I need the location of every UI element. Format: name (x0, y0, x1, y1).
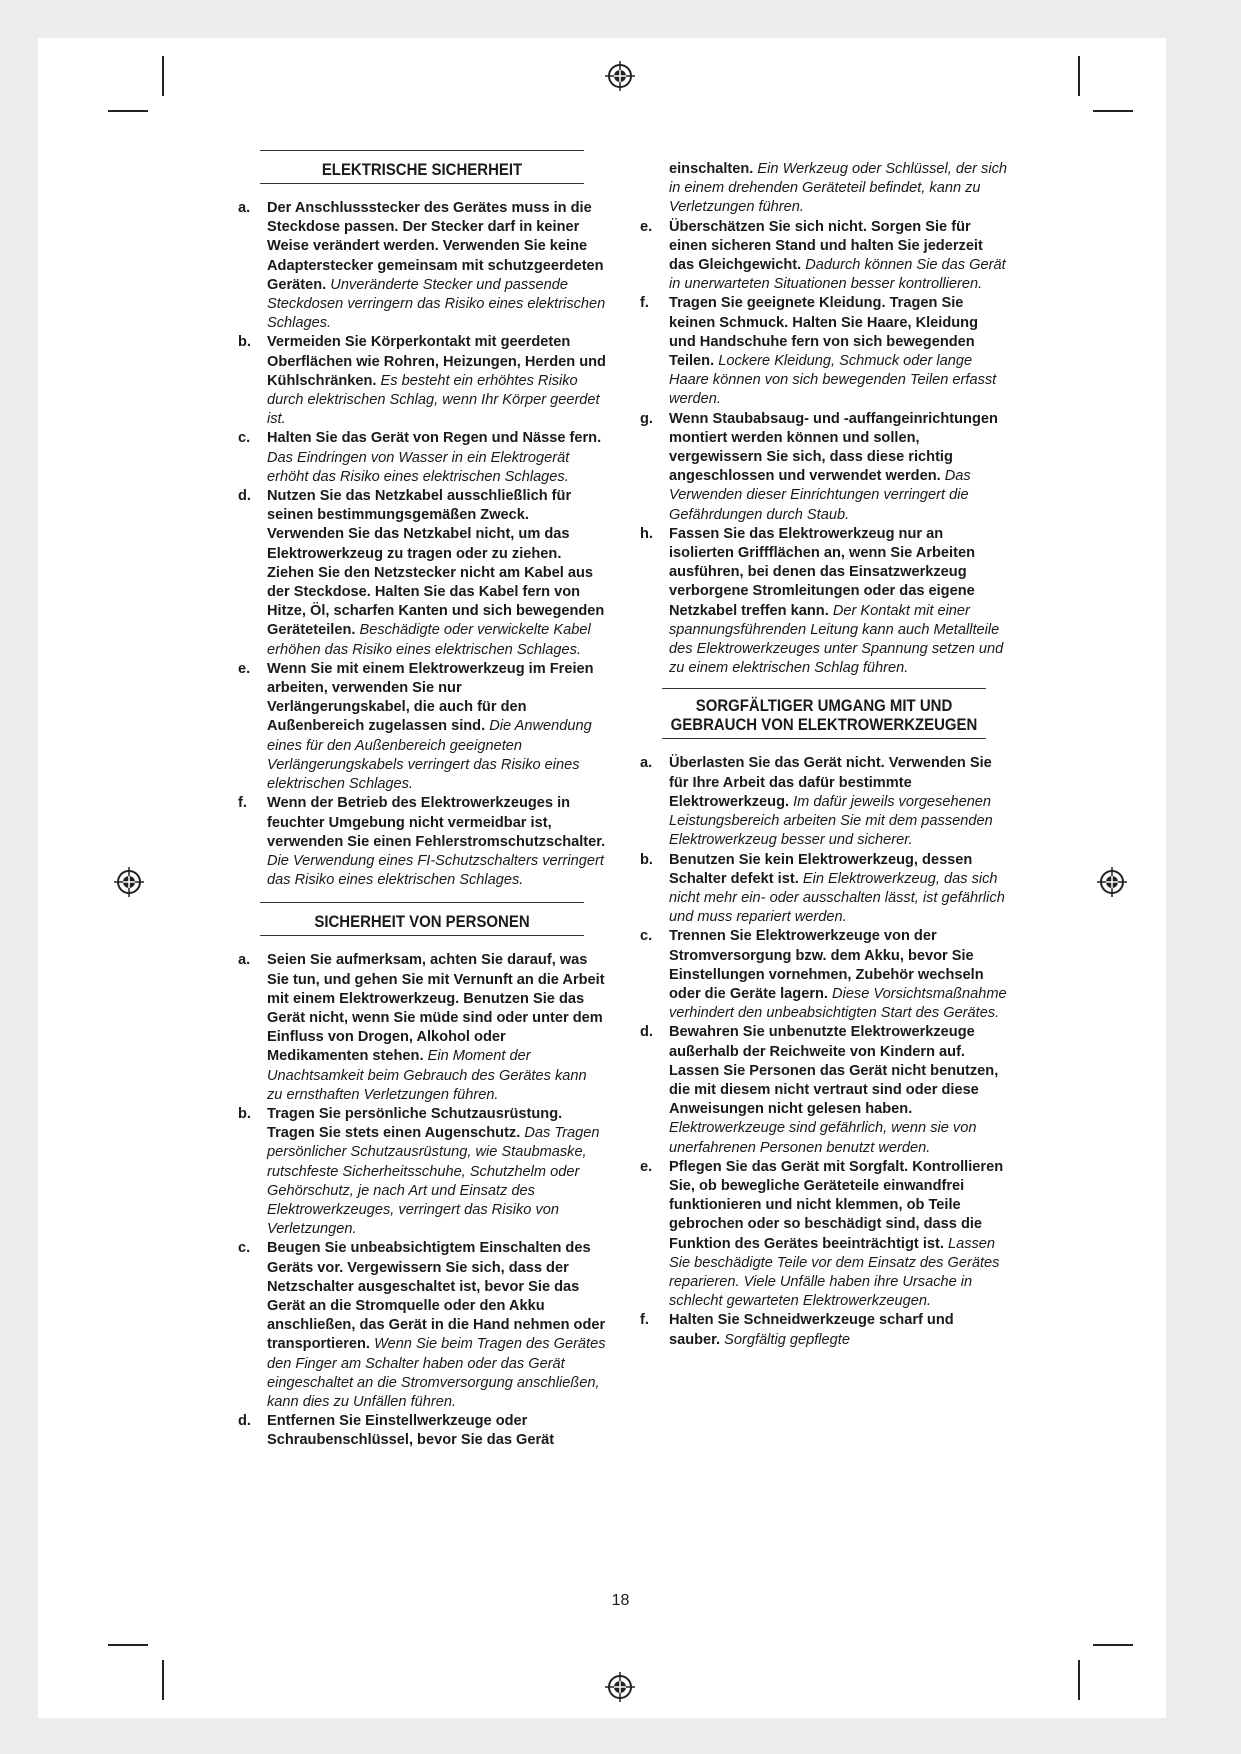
item-explanation: Der Kontakt mit einer spannungsführenden Leitung kann auch Metallteile des Elektrowerkzeuges unter Spannung setzen und zu einem elektrischen Schlag führen. (669, 602, 1004, 677)
list-item (640, 1158, 1008, 1312)
item-letter: b. (640, 851, 653, 868)
list-item (640, 218, 1008, 295)
item-letter: e. (238, 660, 251, 677)
section-heading-line: GEBRAUCH VON ELEKTROWERKZEUGEN (670, 715, 978, 735)
item-instruction: Tragen Sie persönliche Schutzausrüstung. Tragen Sie stets einen Augenschutz. (267, 1105, 563, 1142)
item-instruction: Pflegen Sie das Gerät mit Sorgfalt. Kontrollieren Sie, ob bewegliche Geräteteile einwandfrei funktionieren und nicht klemmen, ob Teile gebrochen oder so beschädigt sind, dass die Funktion des Gerätes beeinträchtigt ist. (669, 1158, 1004, 1252)
item-explanation: Im dafür jeweils vorgesehenen Leistungsbereich arbeiten Sie mit dem passenden Elektrowerkzeug besser und sicherer. (669, 793, 993, 849)
item-explanation: Lockere Kleidung, Schmuck oder lange Haare können von sich bewegenden Teilen erfasst werden. (669, 353, 997, 408)
item-explanation: Sorgfältig gepflegte (724, 1331, 850, 1348)
section-heading-line: SORGFÄLTIGER UMGANG MIT UND (695, 696, 953, 716)
list-item (238, 1105, 606, 1239)
item-explanation: Das Eindringen von Wasser in ein Elektrogerät erhöht das Risiko eines elektrischen Schlages. (267, 449, 570, 485)
item-letter: a. (640, 755, 653, 772)
page-number: 18 (611, 1592, 630, 1609)
crop-mark (162, 1660, 164, 1700)
item-explanation: Die Anwendung eines für den Außenbereich geeigneten Verlängerungskabels verringert das Risiko eines elektrischen Schlages. (267, 718, 592, 793)
left-column (238, 144, 606, 1451)
item-letter: a. (238, 952, 251, 969)
item-letter: e. (640, 218, 653, 235)
item-instruction: Entfernen Sie Einstellwerkzeuge oder Schraubenschlüssel, bevor Sie das Gerät (267, 1413, 555, 1449)
section-heading-electrical: ELEKTRISCHE SICHERHEIT (260, 150, 584, 184)
right-column (640, 160, 1008, 1350)
item-instruction: Beugen Sie unbeabsichtigtem Einschalten des Geräts vor. Vergewissern Sie sich, dass der Netzschalter ausgeschaltet ist, bevor Sie das Gerät an die Stromquelle oder den Akku anschließen, das Gerät in die Hand nehmen oder transportieren. (267, 1240, 606, 1353)
registration-mark-icon (605, 1672, 635, 1702)
item-letter: e. (640, 1158, 653, 1175)
item-letter: b. (238, 334, 251, 351)
list-item (640, 754, 1008, 850)
item-letter: c. (238, 1240, 251, 1257)
registration-mark-icon (1097, 867, 1127, 897)
list-item (238, 487, 606, 660)
crop-mark (162, 56, 164, 96)
item-instruction: Trennen Sie Elektrowerkzeuge von der Stromversorgung bzw. dem Akku, bevor Sie Einstellungen vornehmen, Zubehör wechseln oder die Geräte lagern. (669, 928, 984, 1002)
registration-mark-icon (605, 61, 635, 91)
item-instruction: Halten Sie Schneidwerkzeuge scharf und sauber. (669, 1312, 954, 1348)
list-item (238, 660, 606, 794)
item-explanation: Beschädigte oder verwickelte Kabel erhöhen das Risiko eines elektrischen Schlages. (267, 622, 591, 658)
item-instruction: Vermeiden Sie Körperkontakt mit geerdeten Oberflächen wie Rohren, Heizungen, Herden und Kühlschränken. (267, 334, 606, 389)
list-item (640, 1023, 1008, 1157)
list-item (238, 951, 606, 1105)
item-explanation: Wenn Sie beim Tragen des Gerätes den Finger am Schalter haben oder das Gerät eingeschaltet an die Stromversorgung anschließen, kann dies zu Unfällen führen. (267, 1336, 606, 1410)
item-explanation: Diese Vorsichtsmaßnahme verhindert den unbeabsichtigten Start des Gerätes. (669, 985, 1007, 1022)
section-heading-personal: SICHERHEIT VON PERSONEN (260, 902, 584, 936)
crop-mark (1093, 1644, 1133, 1646)
item-instruction: Fassen Sie das Elektrowerkzeug nur an isolierten Griffflächen an, wenn Sie Arbeiten ausführen, bei denen das Einsatzwerkzeug verborgene Stromleitungen oder das eigene Netzkabel treffen kann. (669, 525, 975, 619)
crop-mark (108, 110, 148, 112)
crop-mark (108, 1644, 148, 1646)
item-explanation: Ein Moment der Unachtsamkeit beim Gebrauch des Gerätes kann zu ernsthaften Verletzungen führen. (267, 1048, 587, 1103)
item-explanation: Ein Elektrowerkzeug, das sich nicht mehr ein- oder ausschalten lässt, ist gefährlich und muss repariert werden. (669, 870, 1005, 926)
item-instruction: Tragen Sie geeignete Kleidung. Tragen Sie keinen Schmuck. Halten Sie Haare, Kleidung und Handschuhe fern von sich bewegenden Teilen. (669, 295, 978, 370)
item-instruction: Wenn der Betrieb des Elektrowerkzeuges in feuchter Umgebung nicht vermeidbar ist, verwenden Sie einen Fehlerstromschutzschalter. (267, 795, 606, 850)
list-item (238, 1239, 606, 1412)
item-instruction: Überschätzen Sie sich nicht. Sorgen Sie für einen sicheren Stand und halten Sie jederzeit das Gleichgewicht. (669, 218, 983, 274)
crop-mark (1093, 110, 1133, 112)
item-explanation: Es besteht ein erhöhtes Risiko durch elektrischen Schlag, wenn Ihr Körper geerdet ist. (267, 372, 600, 428)
item-letter: g. (640, 410, 653, 427)
item-instruction: Wenn Sie mit einem Elektrowerkzeug im Freien arbeiten, verwenden Sie nur Verlängerungskabel, die auch für den Außenbereich zugelassen sind. (267, 660, 594, 735)
registration-mark-icon (114, 867, 144, 897)
item-explanation: Die Verwendung eines FI-Schutzschalters verringert das Risiko eines elektrischen Schlages. (267, 852, 604, 889)
list-item (640, 294, 1008, 409)
list-item (238, 1412, 606, 1450)
crop-mark (1078, 1660, 1080, 1700)
list-item (238, 794, 606, 890)
list-item (640, 851, 1008, 928)
item-letter: d. (640, 1024, 653, 1041)
item-letter: c. (640, 928, 653, 945)
item-explanation: Ein Werkzeug oder Schlüssel, der sich in einem drehenden Geräteteil befindet, kann zu Verletzungen führen. (669, 161, 1007, 216)
item-letter: d. (238, 1413, 251, 1430)
item-explanation: Das Tragen persönlicher Schutzausrüstung, wie Staubmaske, rutschfeste Sicherheitsschuhe, Schutzhelm oder Gehörschutz, je nach Art und Einsatz des Elektrowerkzeuges, verringert das Risiko von Verletzungen. (267, 1125, 600, 1238)
item-letter: d. (238, 488, 251, 505)
item-letter: a. (238, 200, 251, 216)
item-letter: c. (238, 430, 251, 447)
item-explanation: Elektrowerkzeuge sind gefährlich, wenn sie von unerfahrenen Personen benutzt werden. (669, 1120, 977, 1156)
item-explanation: Unveränderte Stecker und passende Steckdosen verringern das Risiko eines elektrischen Schlages. (267, 276, 606, 332)
item-instruction: Der Anschlussstecker des Gerätes muss in die Steckdose passen. Der Stecker darf in keiner Weise verändert werden. Verwenden Sie keine Adapterstecker gemeinsam mit schutzgeerdeten Geräten. (267, 200, 604, 293)
item-instruction: Seien Sie aufmerksam, achten Sie darauf, was Sie tun, und gehen Sie mit Vernunft an die Arbeit mit einem Elektrowerkzeug. Benutzen Sie das Gerät nicht, wenn Sie müde sind oder unter dem Einfluss von Drogen, Alkohol oder Medikamenten stehen. (267, 952, 605, 1065)
item-instruction: Wenn Staubabsaug- und -auffangeinrichtungen montiert werden können und sollen, vergewissern Sie sich, dass diese richtig angeschlossen und verwendet werden. (669, 410, 998, 485)
item-explanation: Dadurch können Sie das Gerät in unerwarteten Situationen besser kontrollieren. (669, 257, 1006, 293)
item-explanation: Lassen Sie beschädigte Teile vor dem Einsatz des Gerätes reparieren. Viele Unfälle haben ihre Ursache in schlecht gewarteten Elektrowerkzeugen. (669, 1235, 1000, 1310)
item-letter: f. (640, 1312, 649, 1329)
list-item-continuation (640, 160, 1008, 218)
list-item (640, 927, 1008, 1023)
item-letter: f. (640, 295, 649, 312)
item-instruction: Benutzen Sie kein Elektrowerkzeug, dessen Schalter defekt ist. (669, 851, 973, 887)
item-instruction: Nutzen Sie das Netzkabel ausschließlich für seinen bestimmungsgemäßen Zweck. Verwenden Sie das Netzkabel nicht, um das Elektrowerkzeug zu tragen oder zu ziehen. Ziehen Sie den Netzstecker nicht am Kabel aus der Steckdose. Halten Sie das Kabel fern von Hitze, Öl, scharfen Kanten und sich bewegenden Geräteteilen. (267, 488, 605, 639)
item-letter: h. (640, 525, 653, 542)
crop-mark (1078, 56, 1080, 96)
item-instruction: Bewahren Sie unbenutzte Elektrowerkzeuge außerhalb der Reichweite von Kindern auf. Lassen Sie Personen das Gerät nicht benutzen, die mit diesem nicht vertraut sind oder diese Anweisungen nicht gelesen haben. (669, 1024, 999, 1118)
item-instruction: Überlasten Sie das Gerät nicht. Verwenden Sie für Ihre Arbeit das dafür bestimmte Elektrowerkzeug. (669, 755, 992, 810)
item-letter: f. (238, 795, 247, 812)
list-item (640, 410, 1008, 525)
section-heading-care (662, 688, 986, 739)
list-item (640, 525, 1008, 679)
item-instruction: Halten Sie das Gerät von Regen und Nässe fern. (267, 430, 602, 447)
list-item (238, 429, 606, 487)
list-item (238, 333, 606, 429)
list-item (640, 1311, 1008, 1349)
item-explanation: Das Verwenden dieser Einrichtungen verringert die Gefährdungen durch Staub. (669, 468, 971, 523)
item-instruction: einschalten. (669, 161, 754, 177)
list-item (238, 199, 606, 333)
item-letter: b. (238, 1105, 251, 1122)
